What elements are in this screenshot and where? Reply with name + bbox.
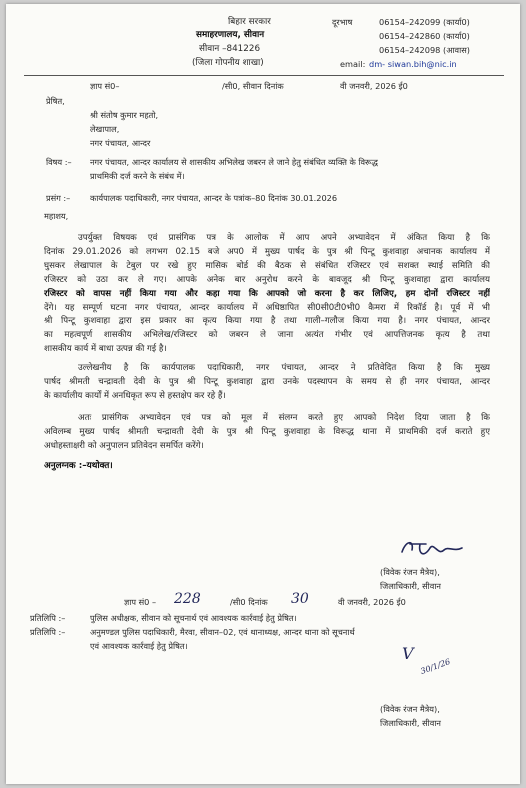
letter-page bbox=[6, 4, 520, 784]
email-address: dm- siwan.bih@nic.in bbox=[369, 59, 457, 69]
letterhead-divider bbox=[24, 75, 504, 76]
initials-mark: V bbox=[402, 644, 414, 663]
subject-line-2: प्राथमिकी दर्ज करने के संबंध में। bbox=[90, 171, 185, 181]
body-paragraph-2 bbox=[44, 362, 490, 404]
memo2-month-year: वी जनवरी, 2026 ई0 bbox=[338, 597, 406, 607]
subject-label: विषय :– bbox=[46, 157, 72, 167]
paragraph-line: पार्षद श्रीमती चन्द्रावती देवी के पुत्र श्री पिन्टू कुशवाहा द्वारा उनके पदस्थापन के समय से ही नगर पंचायत, आन्दर bbox=[44, 376, 490, 387]
paragraph-line: देंगे। यह सम्पूर्ण घटना नगर पंचायत, आन्दर कार्यालय में अधिष्ठापित सी0सी0टी0भी0 कैमरा में रिकॉर्ड है। पूर्व में भी bbox=[44, 302, 490, 313]
office-section: (जिला गोपनीय शाखा) bbox=[192, 58, 264, 68]
government-name: बिहार सरकार bbox=[228, 17, 271, 27]
phone-residence: 06154–242098 (आवास) bbox=[379, 45, 470, 55]
office-address: सीवान –841226 bbox=[199, 44, 261, 54]
body-paragraph-3 bbox=[44, 412, 490, 454]
reference-label: प्रसंग :– bbox=[46, 193, 71, 203]
paragraph-line: श्री पिन्टू कुशवाहा द्वारा इस प्रकार का कृत्य किया गया है तथा गाली–गलौज किया गया है। नगर पंचायत, आन्दर bbox=[44, 316, 490, 327]
memo2-date-label: /सी0 दिनांक bbox=[230, 597, 268, 607]
signatory-name: (विवेक रंजन मैत्रेय), bbox=[380, 567, 440, 577]
email-label: email: bbox=[340, 59, 366, 69]
signatory2-name: (विवेक रंजन मैत्रेय), bbox=[380, 704, 440, 714]
phone-office-1: 06154–242099 (कार्या0) bbox=[379, 17, 470, 27]
memo-month-year: वी जनवरी, 2026 ई0 bbox=[340, 81, 408, 91]
reference-text: कार्यपालक पदाधिकारी, नगर पंचायत, आन्दर के पत्रांक–80 दिनांक 30.01.2026 bbox=[90, 193, 338, 203]
sender-label: प्रेषित, bbox=[46, 96, 65, 106]
copy-recipient-1: पुलिस अधीक्षक, सीवान को सूचनार्थ एवं आवश्यक कार्रवाई हेतु प्रेषित। bbox=[90, 613, 297, 623]
recipient-name: श्री संतोष कुमार महतो, bbox=[90, 110, 159, 120]
copy-recipient-2-line-2: एवं आवश्यक कार्रवाई हेतु प्रेषित। bbox=[90, 641, 188, 651]
memo-office-date: /सी0, सीवान दिनांक bbox=[222, 81, 284, 91]
memo2-number-label: ज्ञाप सं0 – bbox=[124, 597, 157, 607]
office-name: समाहरणालय, सीवान bbox=[196, 30, 265, 40]
memo-number-label: ज्ञाप सं0– bbox=[90, 81, 120, 91]
signatory2-designation: जिलाधिकारी, सीवान bbox=[380, 718, 441, 728]
salutation: महाशय, bbox=[44, 211, 69, 221]
initials-date: 30/1/26 bbox=[419, 656, 452, 677]
paragraph-line: दिनांक 29.01.2026 को लगभग 02.15 बजे अप0 में मुख्य पार्षद के पुत्र श्री पिन्टू कुशवाहा अचानक कार्यालय में bbox=[44, 246, 490, 257]
paragraph-line: अतः प्रासंगिक अभ्यावेदन एवं पत्र को मूल में संलग्न करते हुए आपको निदेश दिया जाता है कि bbox=[78, 413, 490, 423]
recipient-post: लेखापाल, bbox=[90, 124, 120, 134]
paragraph-line: का महत्वपूर्ण शासकीय अभिलेख/रजिस्टर को जबरन ले जाना अत्यंत गंभीर एवं आपत्तिजनक कृत्य है तथा bbox=[44, 330, 490, 341]
signatory-designation: जिलाधिकारी, सीवान bbox=[380, 581, 441, 591]
memo2-handwritten-day: 30 bbox=[291, 591, 309, 607]
copy-recipient-2-line-1: अनुमण्डल पुलिस पदाधिकारी, मैरवा, सीवान–02, एवं थानाध्यक्ष, आन्दर थाना को सूचनार्थ bbox=[90, 627, 355, 637]
paragraph-line: रजिस्टर को उठा कर ले गए। आपके अनेक बार अनुरोध करने के बावजूद श्री पिन्टू कुशवाहा द्वारा कार्यालय bbox=[44, 274, 490, 285]
recipient-office: नगर पंचायत, आन्दर bbox=[90, 138, 151, 148]
paragraph-line: के कार्यालीय कार्यों में अनधिकृत रूप से हस्तक्षेप कर रहे हैं। bbox=[44, 390, 226, 401]
paragraph-line: अधोहस्ताक्षरी को अनुपालन प्रतिवेदन समर्पित करेंगे। bbox=[44, 440, 204, 451]
body-paragraph-1 bbox=[44, 232, 490, 357]
phone-label: दूरभाष bbox=[332, 17, 353, 27]
copy-label-2: प्रतिलिपि :– bbox=[30, 627, 66, 637]
signature-scribble bbox=[396, 534, 476, 564]
copy-label-1: प्रतिलिपि :– bbox=[30, 613, 66, 623]
phone-office-2: 06154–242860 (कार्या0) bbox=[379, 31, 470, 41]
paragraph-line: उपर्युक्त विषयक एवं प्रासंगिक पत्र के आलोक में आप अपने अभ्यावेदन में अंकित किया है कि bbox=[78, 233, 490, 243]
subject-line-1: नगर पंचायत, आन्दर कार्यालय से शासकीय अभिलेख जबरन ले जाने हेतु संबंधित व्यक्ति के विरूद्ध bbox=[90, 157, 378, 167]
paragraph-line-emphasis: रजिस्टर को वापस नहीं किया गया और कहा गया कि आपको जो करना है कर लिजिए, हम दोनों रजिस्टर नहीं bbox=[44, 288, 490, 299]
paragraph-line: उल्लेखनीय है कि कार्यपालक पदाधिकारी, नगर पंचायत, आन्दर ने प्रतिवेदित किया है कि मुख्य bbox=[78, 363, 490, 373]
paragraph-line: घुसकर लेखापाल के टेबुल पर रखे हुए मासिक बोर्ड की बैठक से संबंधित रजिस्टर एवं सशक्त स्थाई समिति की bbox=[44, 260, 490, 271]
enclosure-note: अनुलग्नक :–यथोक्त। bbox=[44, 461, 113, 471]
memo2-handwritten-number: 228 bbox=[174, 591, 201, 607]
paragraph-line: अविलम्ब मुख्य पार्षद श्रीमती चन्द्रावती देवी के पुत्र श्री पिन्टू कुशवाहा के विरूद्ध थाना में प्राथमिकी दर्ज कराते हुए bbox=[44, 426, 490, 437]
paragraph-line: शासकीय कार्य में बाधा उत्पन्न की गई है। bbox=[44, 344, 167, 355]
